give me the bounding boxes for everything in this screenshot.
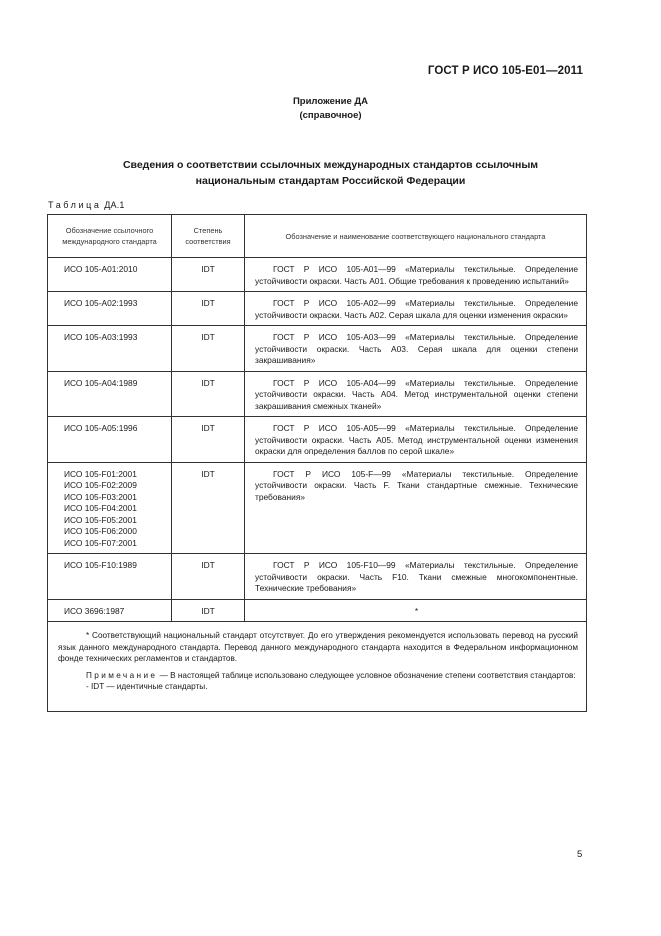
table-row xyxy=(48,258,587,292)
international-designation: ИСО 105-F10:1989 xyxy=(64,560,137,570)
national-standard-cell xyxy=(245,292,587,326)
header-degree-of-correspondence: Степень соответствия xyxy=(172,215,245,258)
appendix-heading xyxy=(0,95,661,123)
national-standard-text: * xyxy=(414,605,419,616)
header-national-standard: Обозначение и наименование соответствующего национального стандарта xyxy=(245,215,587,258)
table-caption xyxy=(48,200,125,210)
international-designation: ИСО 105-F01:2001 xyxy=(64,468,137,479)
degree-of-correspondence: IDT xyxy=(172,371,245,417)
international-designation: ИСО 105-F02:2009 xyxy=(64,480,137,490)
table-note xyxy=(58,670,578,682)
national-standard-cell xyxy=(245,554,587,600)
correspondence-table xyxy=(47,214,587,712)
international-designation: ИСО 105-F03:2001 xyxy=(64,491,137,502)
degree-of-correspondence: IDT xyxy=(172,292,245,326)
national-standard-cell xyxy=(245,462,587,554)
table-row xyxy=(48,417,587,463)
national-standard-text: ГОСТ Р ИСО 105-F10—99 «Материалы текстильные. Определение устойчивости окраски. Часть F10. Ткани смежные многокомпонентные. Технические требования» xyxy=(255,560,578,593)
national-standard-text: ГОСТ Р ИСО 105-A01—99 «Материалы текстильные. Определение устойчивости окраски. Часть A01. Общие требования к проведению испытаний» xyxy=(255,264,578,286)
appendix-type: (справочное) xyxy=(299,110,362,121)
section-title-line-1: Сведения о соответствии ссылочных международных стандартов ссылочным xyxy=(122,159,539,171)
international-designation-cell xyxy=(48,462,172,554)
international-designation-cell xyxy=(48,554,172,600)
national-standard-text: ГОСТ Р ИСО 105-A04—99 «Материалы текстильные. Определение устойчивости окраски. Часть A04. Метод инструментальной оценки степени закрашивания смежных тканей» xyxy=(255,377,578,411)
international-designation: ИСО 105-A05:1996 xyxy=(64,423,138,433)
footnote-text: * Соответствующий национальный стандарт отсутствует. До его утверждения рекомендуется использовать перевод на русский язык данного международного стандарта. Перевод данного международного стандарта находится в Федеральном информационном фонде технических регламентов и стандартов. xyxy=(58,631,578,664)
table-row xyxy=(48,326,587,372)
international-designation: ИСО 105-A03:1993 xyxy=(64,332,138,342)
international-designation: ИСО 105-A02:1993 xyxy=(64,298,138,308)
national-standard-cell xyxy=(245,417,587,463)
national-standard-text: ГОСТ Р ИСО 105-A02—99 «Материалы текстильные. Определение устойчивости окраски. Часть A02. Серая шкала для оценки изменения окраски» xyxy=(255,298,578,320)
national-standard-text: ГОСТ Р ИСО 105-A05—99 «Материалы текстильные. Определение устойчивости окраски. Часть A05. Метод инструментальной оценки изменения окраски для определения баллов по серой шкале» xyxy=(255,423,578,456)
table-row xyxy=(48,554,587,600)
national-standard-cell xyxy=(245,326,587,372)
international-designation-cell xyxy=(48,326,172,372)
table-row xyxy=(48,599,587,622)
table-row xyxy=(48,371,587,417)
degree-of-correspondence: IDT xyxy=(172,554,245,600)
table-row xyxy=(48,462,587,554)
table-caption-number: ДА.1 xyxy=(104,200,125,210)
international-designation: ИСО 105-F04:2001 xyxy=(64,503,137,513)
international-designation: ИСО 105-A01:2010 xyxy=(64,264,138,274)
international-designation: ИСО 105-F05:2001 xyxy=(64,514,137,525)
table-footnote-row xyxy=(48,622,587,712)
degree-of-correspondence: IDT xyxy=(172,326,245,372)
table-footnote-cell xyxy=(48,622,587,712)
note-text: — В настоящей таблице использовано следующее условное обозначение степени соответствия стандартов: xyxy=(159,670,576,680)
national-standard-text: ГОСТ Р ИСО 105-A03—99 «Материалы текстильные. Определение устойчивости окраски. Часть A03. Серая шкала для оценки степени закрашивания» xyxy=(255,332,578,365)
international-designation-cell xyxy=(48,292,172,326)
table-caption-word: Таблица xyxy=(48,200,102,210)
degree-of-correspondence: IDT xyxy=(172,599,245,622)
section-title-line-2: национальным стандартам Российской Федерации xyxy=(195,175,466,187)
page-number: 5 xyxy=(577,849,583,860)
national-standard-cell xyxy=(245,599,587,622)
table-header-row xyxy=(48,215,587,258)
section-title xyxy=(60,157,601,189)
international-designation-cell xyxy=(48,417,172,463)
international-designation: ИСО 105-F06:2000 xyxy=(64,526,137,536)
international-designation: ИСО 105-A04:1989 xyxy=(64,377,138,388)
national-standard-text: ГОСТ Р ИСО 105-F—99 «Материалы текстильные. Определение устойчивости окраски. Часть F. Ткани стандартные смежные. Технические требования» xyxy=(255,468,578,502)
degree-of-correspondence: IDT xyxy=(172,258,245,292)
degree-of-correspondence: IDT xyxy=(172,417,245,463)
table-row xyxy=(48,292,587,326)
degree-of-correspondence: IDT xyxy=(172,462,245,554)
national-standard-cell xyxy=(245,258,587,292)
header-international-designation: Обозначение ссылочного международного стандарта xyxy=(48,215,172,258)
international-designation: ИСО 105-F07:2001 xyxy=(64,537,137,548)
international-designation-cell xyxy=(48,371,172,417)
note-list-item: - IDT — идентичные стандарты. xyxy=(86,682,208,692)
note-word: Примечание xyxy=(86,670,158,680)
appendix-label: Приложение ДА xyxy=(292,96,369,107)
international-designation-cell xyxy=(48,258,172,292)
international-designation: ИСО 3696:1987 xyxy=(64,605,125,616)
international-designation-cell xyxy=(48,599,172,622)
national-standard-cell xyxy=(245,371,587,417)
document-code: ГОСТ Р ИСО 105-E01—2011 xyxy=(427,65,583,77)
